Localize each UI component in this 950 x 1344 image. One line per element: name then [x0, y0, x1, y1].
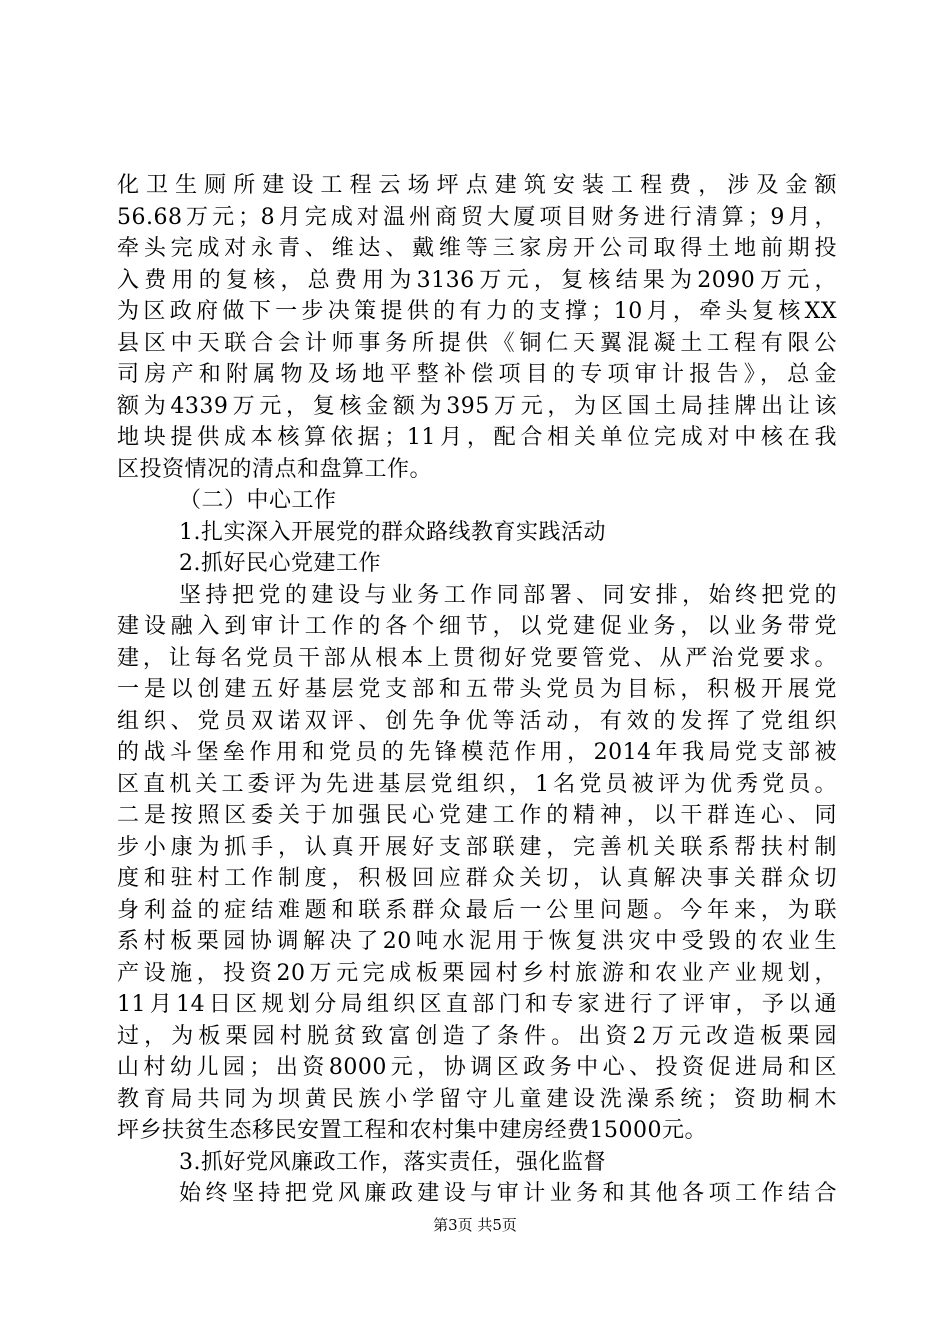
subsection-heading: 1.扎实深入开展党的群众路线教育实践活动	[179, 519, 606, 545]
text-line: 的战斗堡垒作用和党员的先锋模范作用，2014年我局党支部被	[117, 740, 837, 765]
text-line: 坪乡扶贫生态移民安置工程和农村集中建房经费15000元。	[117, 1118, 707, 1143]
text-line: 身利益的症结难题和联系群众最后一公里问题。今年来，为联	[117, 897, 837, 923]
page-number-footer: 第3页 共5页	[433, 1216, 517, 1234]
text-line: 地块提供成本核算依据；11月，配合相关单位完成对中核在我	[117, 425, 837, 450]
text-line: 56.68万元；8月完成对温州商贸大厦项目财务进行清算；9月，	[117, 204, 837, 230]
subsection-heading: 2.抓好民心党建工作	[179, 551, 381, 576]
text-line: 二是按照区委关于加强民心党建工作的精神，以干群连心、同	[117, 803, 837, 828]
subsection-heading: 3.抓好党风廉政工作，落实责任，强化监督	[179, 1149, 606, 1175]
text-line: 牵头完成对永青、维达、戴维等三家房开公司取得土地前期投	[117, 236, 837, 261]
text-line: 教育局共同为坝黄民族小学留守儿童建设洗澡系统；资助桐木	[117, 1086, 837, 1112]
text-line: 始终坚持把党风廉政建设与审计业务和其他各项工作结合	[179, 1181, 837, 1206]
document-body	[117, 170, 837, 1210]
text-line: 额为4339万元，复核金额为395万元，为区国土局挂牌出让该	[117, 393, 837, 419]
text-line: 系村板栗园协调解决了20吨水泥用于恢复洪灾中受毁的农业生	[117, 929, 837, 954]
text-line: 化卫生厕所建设工程云场坪点建筑安装工程费，涉及金额	[117, 173, 837, 198]
text-line: 司房产和附属物及场地平整补偿项目的专项审计报告》，总金	[117, 362, 837, 387]
text-line: 入费用的复核，总费用为3136万元，复核结果为2090万元，	[117, 267, 837, 293]
text-line: 山村幼儿园；出资8000元，协调区政务中心、投资促进局和区	[117, 1055, 837, 1080]
text-line: 产设施，投资20万元完成板栗园村乡村旅游和农业产业规划，	[117, 960, 837, 986]
text-line: 建设融入到审计工作的各个细节，以党建促业务，以业务带党	[117, 614, 837, 639]
text-line: 建，让每名党员干部从根本上贯彻好党要管党、从严治党要求。	[117, 645, 837, 671]
text-line: 过，为板栗园村脱贫致富创造了条件。出资2万元改造板栗园	[117, 1023, 837, 1049]
text-line: 一是以创建五好基层党支部和五带头党员为目标，积极开展党	[117, 677, 837, 702]
text-line: 步小康为抓手，认真开展好支部联建，完善机关联系帮扶村制	[117, 834, 837, 860]
text-line: 县区中天联合会计师事务所提供《铜仁天翼混凝土工程有限公	[117, 330, 837, 356]
text-line: 为区政府做下一步决策提供的有力的支撑；10月，牵头复核XX	[117, 299, 837, 324]
text-line: 坚持把党的建设与业务工作同部署、同安排，始终把党的	[179, 582, 837, 608]
section-heading: （二）中心工作	[179, 488, 337, 513]
text-line: 区直机关工委评为先进基层党组织，1名党员被评为优秀党员。	[117, 771, 837, 797]
text-line: 度和驻村工作制度，积极回应群众关切，认真解决事关群众切	[117, 866, 837, 891]
text-line: 组织、党员双诺双评、创先争优等活动，有效的发挥了党组织	[117, 708, 837, 734]
text-line: 区投资情况的清点和盘算工作。	[117, 456, 433, 482]
text-line: 11月14日区规划分局组织区直部门和专家进行了评审，予以通	[117, 992, 837, 1017]
